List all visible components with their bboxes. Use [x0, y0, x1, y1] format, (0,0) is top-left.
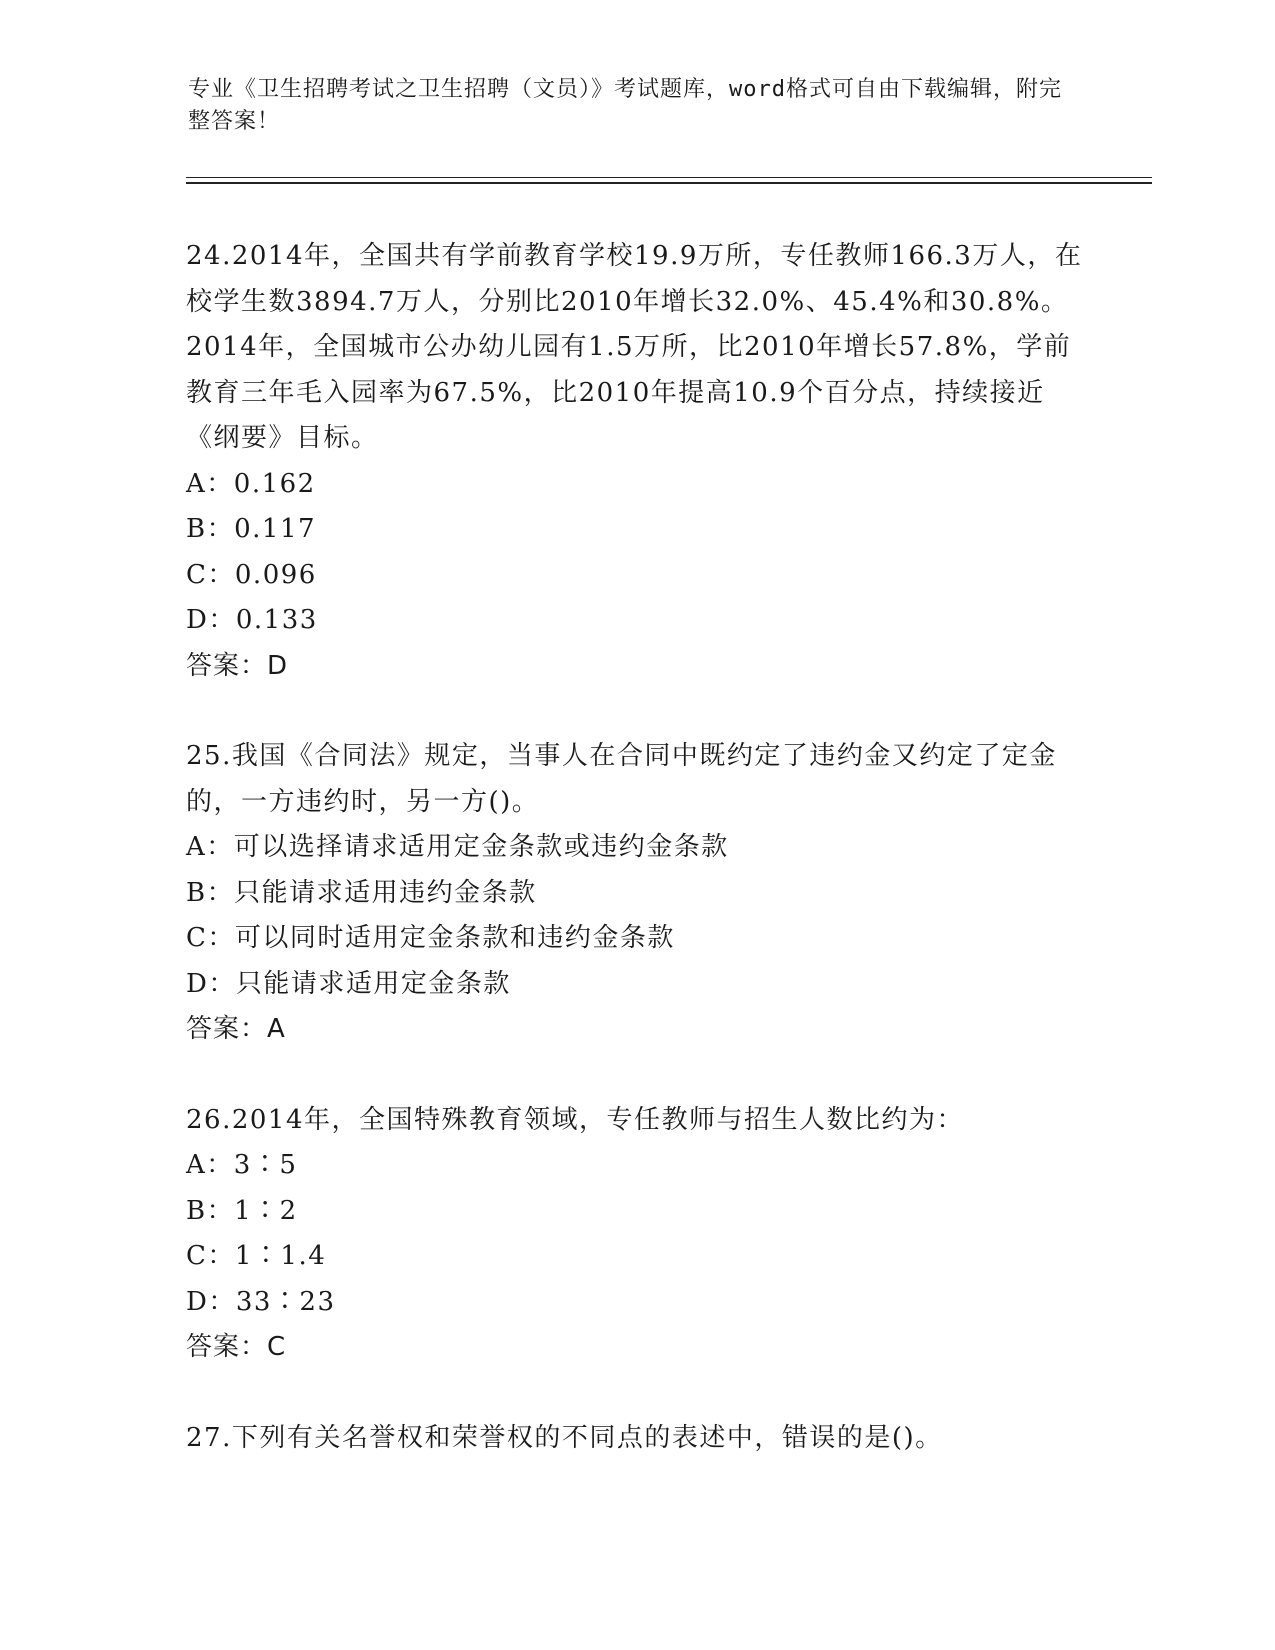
answer-label: 答案：D — [186, 650, 289, 681]
header-divider-thick — [186, 182, 1152, 184]
option-b: B：1∶2 — [186, 1195, 298, 1226]
option-d: D：0.133 — [186, 605, 318, 635]
option-d: D：33∶23 — [186, 1286, 336, 1317]
header-divider-thin — [186, 177, 1152, 178]
question-stem: 25.我国《合同法》规定，当事人在合同中既约定了违约金又约定了定金的，一方违约时，另一方()。 — [186, 741, 1057, 817]
answer-label: 答案：A — [186, 1014, 286, 1044]
option-c: C：0.096 — [186, 559, 317, 590]
question-stem: 26.2014年，全国特殊教育领域，专任教师与招生人数比约为： — [186, 1104, 965, 1135]
header-text: 专业《卫生招聘考试之卫生招聘（文员）》考试题库，word格式可自由下载编辑，附完整答案！ — [188, 77, 1062, 134]
option-a: A：0.162 — [186, 468, 316, 499]
option-c: C：可以同时适用定金条款和违约金条款 — [186, 923, 675, 953]
answer-label: 答案：C — [186, 1332, 287, 1362]
question-stem: 27.下列有关名誉权和荣誉权的不同点的表述中，错误的是()。 — [186, 1422, 943, 1453]
option-b: B：只能请求适用违约金条款 — [186, 877, 537, 908]
question-stem: 24.2014年，全国共有学前教育学校19.9万所，专任教师166.3万人，在校学生数3894.7万人，分别比2010年增长32.0%、45.4%和30.8%。2014年，全国城市公办幼儿园有1.5万所，比2010年增长57.8%，学前教育三年毛入园率为67.5%，比2010年提高10.9个百分点，持续接近《纲要》目标。 — [186, 241, 1083, 453]
question-list — [186, 234, 1086, 1461]
spacer — [186, 1371, 1086, 1416]
spacer — [186, 689, 1086, 734]
option-a: A：可以选择请求适用定金条款或违约金条款 — [186, 832, 729, 862]
option-c: C：1∶1.4 — [186, 1241, 327, 1271]
option-b: B：0.117 — [186, 514, 317, 544]
question-27 — [186, 1416, 1086, 1462]
question-24 — [186, 234, 1086, 689]
option-a: A：3∶5 — [186, 1150, 298, 1180]
spacer — [186, 1053, 1086, 1098]
question-26 — [186, 1098, 1086, 1371]
option-d: D：只能请求适用定金条款 — [186, 968, 511, 999]
question-25 — [186, 734, 1086, 1053]
